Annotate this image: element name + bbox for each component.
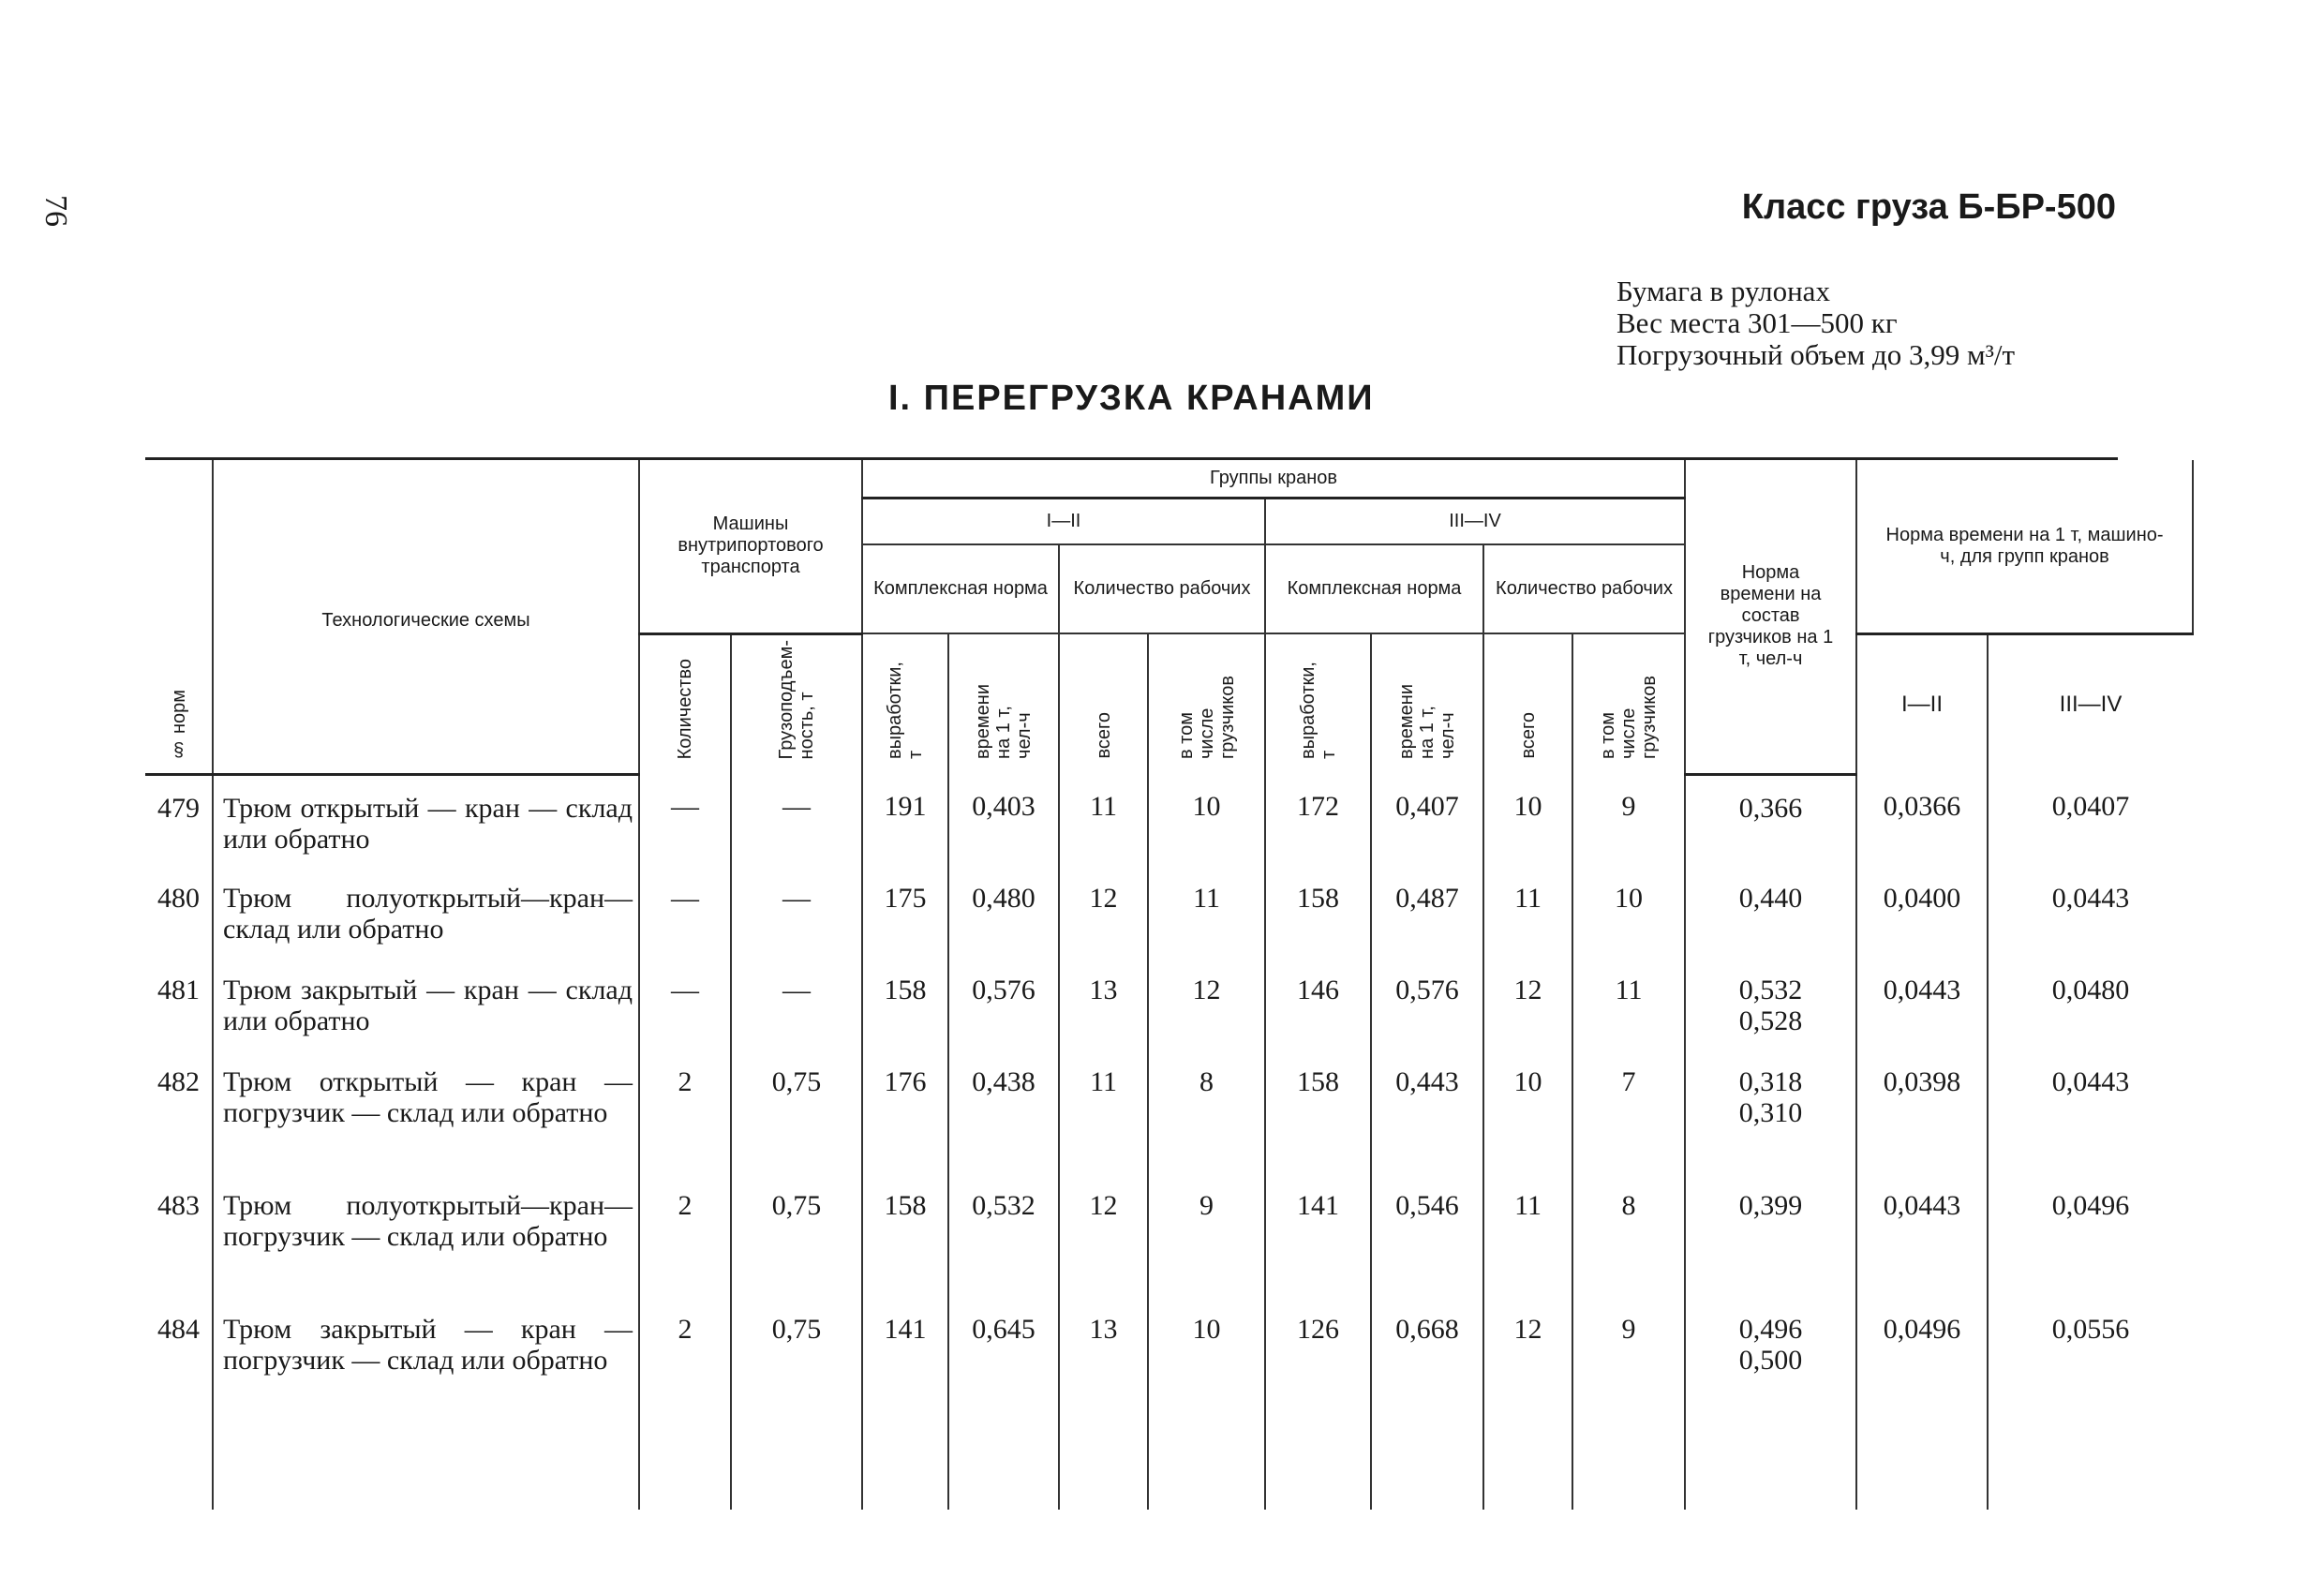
norm-loaders: 0,496 0,500	[1685, 1297, 1856, 1421]
machine-norm-1-2: 0,0443	[1856, 958, 1988, 1050]
norm-number: 484	[145, 1297, 213, 1421]
header-group-1-2: I—II	[862, 498, 1265, 544]
machine-capacity: —	[731, 958, 862, 1050]
total-3-4: 12	[1483, 958, 1572, 1050]
loaders-1-2: 10	[1148, 1297, 1265, 1421]
header-machine-norm-3-4: III—IV	[1988, 633, 2193, 774]
machine-count: —	[639, 774, 731, 866]
header-norm-number: § норм	[145, 460, 213, 774]
time-1-2: 0,438	[948, 1050, 1059, 1173]
time-3-4: 0,443	[1371, 1050, 1483, 1173]
scheme-text: Трюм полуоткрытый—кран—склад или обратно	[213, 866, 639, 958]
header-complex-norm-3-4: Комплексная норма	[1265, 544, 1483, 633]
header-complex-norm-1-2: Комплексная норма	[862, 544, 1059, 633]
machine-count: 2	[639, 1050, 731, 1173]
output-3-4: 141	[1265, 1173, 1371, 1297]
norm-loaders: 0,366	[1685, 774, 1856, 866]
output-1-2: 175	[862, 866, 948, 958]
loaders-3-4: 9	[1572, 774, 1685, 866]
output-1-2: 158	[862, 958, 948, 1050]
norm-loaders: 0,532 0,528	[1685, 958, 1856, 1050]
total-1-2: 12	[1059, 1173, 1148, 1297]
scheme-text: Трюм закрытый — кран — склад или обратно	[213, 958, 639, 1050]
header-loaders-3-4: в том числе грузчиков	[1572, 633, 1685, 774]
time-1-2: 0,532	[948, 1173, 1059, 1297]
machine-norm-1-2: 0,0398	[1856, 1050, 1988, 1173]
loaders-3-4: 11	[1572, 958, 1685, 1050]
time-1-2: 0,576	[948, 958, 1059, 1050]
header-time-norm-machines: Норма времени на 1 т, машино-ч, для групп кранов	[1856, 460, 2193, 633]
machine-norm-3-4: 0,0496	[1988, 1173, 2193, 1297]
section-title: I. ПЕРЕГРУЗКА КРАНАМИ	[888, 379, 1375, 418]
machine-count: 2	[639, 1297, 731, 1421]
table-header	[145, 460, 2193, 774]
loaders-1-2: 10	[1148, 774, 1265, 866]
machine-norm-3-4: 0,0556	[1988, 1297, 2193, 1421]
output-1-2: 141	[862, 1297, 948, 1421]
header-total-1-2: всего	[1059, 633, 1148, 774]
page-number: 76	[38, 195, 73, 227]
time-1-2: 0,645	[948, 1297, 1059, 1421]
total-1-2: 13	[1059, 958, 1148, 1050]
machine-capacity: —	[731, 866, 862, 958]
table-row	[145, 1173, 2193, 1297]
header-machine-norm-1-2: I—II	[1856, 633, 1988, 774]
header-workers-3-4: Количество рабочих	[1483, 544, 1685, 633]
header-time-3-4: времени на 1 т, чел-ч	[1371, 633, 1483, 774]
output-1-2: 191	[862, 774, 948, 866]
total-1-2: 12	[1059, 866, 1148, 958]
total-3-4: 11	[1483, 866, 1572, 958]
header-machines: Машины внутрипортового транспорта	[639, 460, 862, 633]
total-3-4: 12	[1483, 1297, 1572, 1421]
machine-norm-3-4: 0,0480	[1988, 958, 2193, 1050]
header-crane-groups: Группы кранов	[862, 460, 1685, 498]
header-loaders-1-2: в том числе грузчиков	[1148, 633, 1265, 774]
output-1-2: 158	[862, 1173, 948, 1297]
machine-count: —	[639, 866, 731, 958]
machine-capacity: 0,75	[731, 1050, 862, 1173]
output-3-4: 158	[1265, 866, 1371, 958]
machine-count: —	[639, 958, 731, 1050]
total-1-2: 11	[1059, 1050, 1148, 1173]
header-time-1-2: времени на 1 т, чел-ч	[948, 633, 1059, 774]
machine-norm-1-2: 0,0496	[1856, 1297, 1988, 1421]
cargo-type: Бумага в рулонах	[1616, 275, 1830, 307]
table-row	[145, 866, 2193, 958]
machine-norm-3-4: 0,0443	[1988, 866, 2193, 958]
time-3-4: 0,407	[1371, 774, 1483, 866]
scheme-text: Трюм полуоткрытый—кран—погрузчик — склад или обратно	[213, 1173, 639, 1297]
machine-norm-1-2: 0,0366	[1856, 774, 1988, 866]
machine-count: 2	[639, 1173, 731, 1297]
header-workers-1-2: Количество рабочих	[1059, 544, 1265, 633]
header-output-1-2: выработки, т	[862, 633, 948, 774]
cargo-class-title: Класс груза Б-БР-500	[1741, 187, 2116, 227]
loaders-3-4: 10	[1572, 866, 1685, 958]
norm-loaders: 0,318 0,310	[1685, 1050, 1856, 1173]
machine-norm-3-4: 0,0407	[1988, 774, 2193, 866]
norms-table	[145, 460, 2194, 1510]
norm-number: 482	[145, 1050, 213, 1173]
total-3-4: 11	[1483, 1173, 1572, 1297]
machine-norm-3-4: 0,0443	[1988, 1050, 2193, 1173]
norm-number: 483	[145, 1173, 213, 1297]
time-1-2: 0,480	[948, 866, 1059, 958]
table-row	[145, 774, 2193, 866]
time-3-4: 0,487	[1371, 866, 1483, 958]
scheme-text: Трюм открытый — кран — склад или обратно	[213, 774, 639, 866]
loaders-1-2: 11	[1148, 866, 1265, 958]
scheme-text: Трюм закрытый — кран — погрузчик — склад или обратно	[213, 1297, 639, 1421]
norm-number: 481	[145, 958, 213, 1050]
machine-capacity: —	[731, 774, 862, 866]
loaders-3-4: 8	[1572, 1173, 1685, 1297]
header-output-3-4: выработки, т	[1265, 633, 1371, 774]
output-3-4: 146	[1265, 958, 1371, 1050]
table-row	[145, 1050, 2193, 1173]
total-1-2: 11	[1059, 774, 1148, 866]
time-3-4: 0,576	[1371, 958, 1483, 1050]
table-row	[145, 1297, 2193, 1421]
cargo-weight: Вес места 301—500 кг	[1616, 306, 1898, 339]
table-body	[145, 774, 2193, 1510]
time-1-2: 0,403	[948, 774, 1059, 866]
total-1-2: 13	[1059, 1297, 1148, 1421]
loaders-1-2: 8	[1148, 1050, 1265, 1173]
table-filler-row	[145, 1421, 2193, 1510]
header-time-norm-loaders: Норма времени на состав грузчиков на 1 т, чел-ч	[1685, 460, 1856, 774]
machine-capacity: 0,75	[731, 1173, 862, 1297]
total-3-4: 10	[1483, 774, 1572, 866]
header-schemes: Технологические схемы	[213, 460, 639, 774]
loaders-1-2: 9	[1148, 1173, 1265, 1297]
cargo-volume: Погрузочный объем до 3,99 м³/т	[1616, 338, 2016, 371]
machine-norm-1-2: 0,0400	[1856, 866, 1988, 958]
norm-number: 480	[145, 866, 213, 958]
output-3-4: 158	[1265, 1050, 1371, 1173]
header-machine-capacity: Грузоподъем- ность, т	[731, 633, 862, 774]
norms-table-wrapper	[145, 457, 2164, 1510]
header-group-3-4: III—IV	[1265, 498, 1685, 544]
table-row	[145, 958, 2193, 1050]
loaders-3-4: 9	[1572, 1297, 1685, 1421]
cargo-description	[1616, 275, 2015, 371]
time-3-4: 0,546	[1371, 1173, 1483, 1297]
norm-loaders: 0,399	[1685, 1173, 1856, 1297]
total-3-4: 10	[1483, 1050, 1572, 1173]
norm-number: 479	[145, 774, 213, 866]
machine-norm-1-2: 0,0443	[1856, 1173, 1988, 1297]
header-machine-count: Количество	[639, 633, 731, 774]
time-3-4: 0,668	[1371, 1297, 1483, 1421]
loaders-1-2: 12	[1148, 958, 1265, 1050]
header-total-3-4: всего	[1483, 633, 1572, 774]
output-3-4: 172	[1265, 774, 1371, 866]
machine-capacity: 0,75	[731, 1297, 862, 1421]
norm-loaders: 0,440	[1685, 866, 1856, 958]
scheme-text: Трюм открытый — кран — погрузчик — склад или обратно	[213, 1050, 639, 1173]
output-1-2: 176	[862, 1050, 948, 1173]
output-3-4: 126	[1265, 1297, 1371, 1421]
loaders-3-4: 7	[1572, 1050, 1685, 1173]
